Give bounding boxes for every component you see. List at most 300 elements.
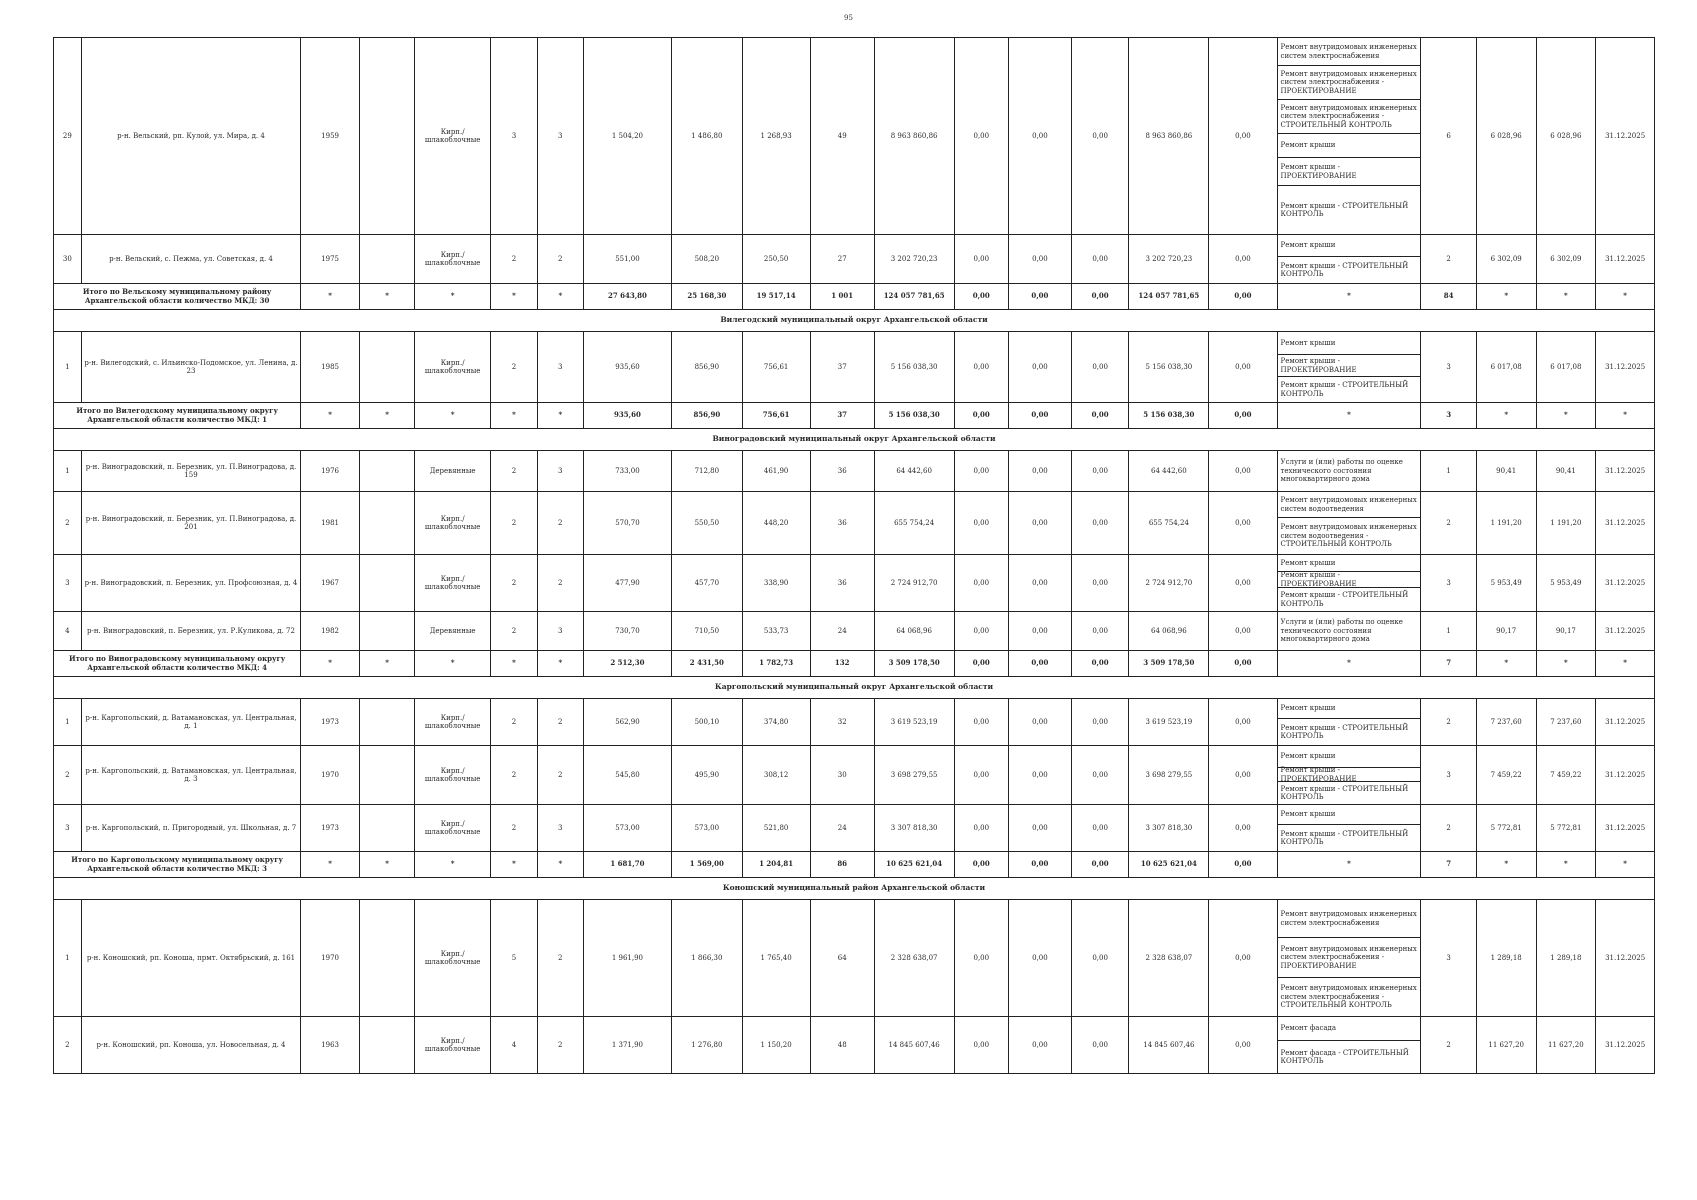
asterisk-cell: * xyxy=(301,403,360,429)
area-res: 521,80 xyxy=(742,805,810,852)
c12: 0,00 xyxy=(1008,1017,1071,1074)
building-row xyxy=(54,900,1655,1017)
building-address: р-н. Виноградовский, п. Березник, ул. П.Виноградова, д. 159 xyxy=(81,451,301,492)
renovation-year xyxy=(359,612,414,651)
completion-date: 31.12.2025 xyxy=(1596,805,1655,852)
floor-count: 2 xyxy=(490,805,537,852)
area-living: 710,50 xyxy=(672,612,742,651)
floor-count: 3 xyxy=(490,38,537,235)
completion-date: 31.12.2025 xyxy=(1596,332,1655,403)
cost-total: 655 754,24 xyxy=(874,492,954,555)
c13: 0,00 xyxy=(1071,612,1129,651)
subtotal-c12: 0,00 xyxy=(1008,852,1071,878)
c11: 0,00 xyxy=(954,332,1008,403)
wall-material: Кирп./ шлакоблочные xyxy=(415,332,491,403)
subtotal-area-total: 2 512,30 xyxy=(583,651,671,677)
area-total: 1 371,90 xyxy=(583,1017,671,1074)
area-total: 1 504,20 xyxy=(583,38,671,235)
cost-total: 14 845 607,46 xyxy=(874,1017,954,1074)
building-address: р-н. Коношский, рп. Коноша, ул. Новосельная, д. 4 xyxy=(81,1017,301,1074)
row-number: 30 xyxy=(54,235,82,284)
area-total: 935,60 xyxy=(583,332,671,403)
work-count: 6 xyxy=(1421,38,1476,235)
c14: 3 698 279,55 xyxy=(1129,746,1209,805)
entrance-count: 2 xyxy=(537,555,583,612)
subtotal-residents: 37 xyxy=(810,403,874,429)
unit-cost: 1 289,18 xyxy=(1476,900,1536,1017)
residents: 36 xyxy=(810,555,874,612)
area-living: 508,20 xyxy=(672,235,742,284)
area-living: 1 486,80 xyxy=(672,38,742,235)
repair-work-item: Ремонт крыши - СТРОИТЕЛЬНЫЙ КОНТРОЛЬ xyxy=(1280,381,1409,398)
max-unit-cost: 11 627,20 xyxy=(1536,1017,1596,1074)
row-number: 1 xyxy=(54,332,82,403)
c12: 0,00 xyxy=(1008,332,1071,403)
c15: 0,00 xyxy=(1209,555,1277,612)
asterisk-cell: * xyxy=(1277,284,1421,310)
c15: 0,00 xyxy=(1209,746,1277,805)
asterisk-cell: * xyxy=(537,852,583,878)
commission-year: 1970 xyxy=(301,900,360,1017)
cost-total: 64 068,96 xyxy=(874,612,954,651)
area-total: 733,00 xyxy=(583,451,671,492)
renovation-year xyxy=(359,38,414,235)
c14: 3 202 720,23 xyxy=(1129,235,1209,284)
c15: 0,00 xyxy=(1209,451,1277,492)
entrance-count: 3 xyxy=(537,612,583,651)
repair-work-item: Ремонт внутридомовых инженерных систем водоотведения - СТРОИТЕЛЬНЫЙ КОНТРОЛЬ xyxy=(1280,523,1417,549)
c14: 14 845 607,46 xyxy=(1129,1017,1209,1074)
subtotal-label: Итого по Вилегодскому муниципальному округу Архангельской области количество МКД: 1 xyxy=(54,403,301,429)
subtotal-residents: 132 xyxy=(810,651,874,677)
unit-cost: 90,17 xyxy=(1476,612,1536,651)
section-header-row xyxy=(54,310,1655,332)
asterisk-cell: * xyxy=(1536,284,1596,310)
subtotal-c11: 0,00 xyxy=(954,852,1008,878)
c11: 0,00 xyxy=(954,900,1008,1017)
repair-work-item: Ремонт внутридомовых инженерных систем электроснабжения xyxy=(1278,38,1421,66)
subtotal-row xyxy=(54,852,1655,878)
asterisk-cell: * xyxy=(1277,403,1421,429)
asterisk-cell: * xyxy=(359,651,414,677)
commission-year: 1975 xyxy=(301,235,360,284)
repair-works-cell xyxy=(1277,1017,1421,1074)
subtotal-c12: 0,00 xyxy=(1008,651,1071,677)
building-row xyxy=(54,699,1655,746)
c12: 0,00 xyxy=(1008,235,1071,284)
repair-works-cell xyxy=(1277,235,1421,284)
unit-cost: 11 627,20 xyxy=(1476,1017,1536,1074)
floor-count: 2 xyxy=(490,746,537,805)
subtotal-residents: 86 xyxy=(810,852,874,878)
repair-work-item: Ремонт фасада xyxy=(1278,1017,1421,1041)
completion-date: 31.12.2025 xyxy=(1596,746,1655,805)
c14: 3 619 523,19 xyxy=(1129,699,1209,746)
row-number: 3 xyxy=(54,555,82,612)
work-count: 2 xyxy=(1421,1017,1476,1074)
work-count: 2 xyxy=(1421,805,1476,852)
repair-works-cell xyxy=(1277,612,1421,651)
subtotal-area-total: 27 643,80 xyxy=(583,284,671,310)
building-row xyxy=(54,492,1655,555)
commission-year: 1967 xyxy=(301,555,360,612)
c15: 0,00 xyxy=(1209,805,1277,852)
completion-date: 31.12.2025 xyxy=(1596,555,1655,612)
subtotal-c15: 0,00 xyxy=(1209,852,1277,878)
floor-count: 2 xyxy=(490,612,537,651)
wall-material: Деревянные xyxy=(415,612,491,651)
floor-count: 2 xyxy=(490,332,537,403)
subtotal-c15: 0,00 xyxy=(1209,403,1277,429)
building-row xyxy=(54,555,1655,612)
section-title: Коношский муниципальный район Архангельской области xyxy=(54,878,1655,900)
c12: 0,00 xyxy=(1008,451,1071,492)
repair-work-item: Ремонт крыши xyxy=(1278,332,1421,355)
building-address: р-н. Коношский, рп. Коноша, прмт. Октябрьский, д. 161 xyxy=(81,900,301,1017)
c12: 0,00 xyxy=(1008,492,1071,555)
floor-count: 5 xyxy=(490,900,537,1017)
completion-date: 31.12.2025 xyxy=(1596,699,1655,746)
subtotal-area-living: 856,90 xyxy=(672,403,742,429)
cost-total: 2 724 912,70 xyxy=(874,555,954,612)
floor-count: 2 xyxy=(490,451,537,492)
subtotal-work-count: 84 xyxy=(1421,284,1476,310)
repair-works-cell xyxy=(1277,492,1421,555)
max-unit-cost: 6 028,96 xyxy=(1536,38,1596,235)
c15: 0,00 xyxy=(1209,492,1277,555)
area-res: 533,73 xyxy=(742,612,810,651)
repair-works-cell xyxy=(1277,699,1421,746)
section-header-row xyxy=(54,429,1655,451)
asterisk-cell: * xyxy=(1476,651,1536,677)
c11: 0,00 xyxy=(954,746,1008,805)
unit-cost: 6 302,09 xyxy=(1476,235,1536,284)
row-number: 1 xyxy=(54,699,82,746)
c15: 0,00 xyxy=(1209,699,1277,746)
building-address: р-н. Виноградовский, п. Березник, ул. Профсоюзная, д. 4 xyxy=(81,555,301,612)
c13: 0,00 xyxy=(1071,746,1129,805)
work-count: 1 xyxy=(1421,451,1476,492)
repair-work-item: Ремонт фасада - СТРОИТЕЛЬНЫЙ КОНТРОЛЬ xyxy=(1280,1048,1409,1065)
area-res: 338,90 xyxy=(742,555,810,612)
floor-count: 2 xyxy=(490,555,537,612)
subtotal-area-res: 1 782,73 xyxy=(742,651,810,677)
repair-works-cell xyxy=(1277,900,1421,1017)
repair-work-item: Ремонт внутридомовых инженерных систем электроснабжения - СТРОИТЕЛЬНЫЙ КОНТРОЛЬ xyxy=(1278,100,1421,134)
subtotal-work-count: 3 xyxy=(1421,403,1476,429)
area-res: 374,80 xyxy=(742,699,810,746)
c13: 0,00 xyxy=(1071,805,1129,852)
area-total: 573,00 xyxy=(583,805,671,852)
building-row xyxy=(54,235,1655,284)
asterisk-cell: * xyxy=(359,284,414,310)
repair-work-item: Ремонт крыши - ПРОЕКТИРОВАНИЕ xyxy=(1278,158,1421,186)
building-row xyxy=(54,332,1655,403)
building-row xyxy=(54,612,1655,651)
cost-total: 3 307 818,30 xyxy=(874,805,954,852)
housing-repair-register-table xyxy=(53,37,1655,1074)
subtotal-c11: 0,00 xyxy=(954,284,1008,310)
subtotal-c11: 0,00 xyxy=(954,651,1008,677)
c13: 0,00 xyxy=(1071,332,1129,403)
asterisk-cell: * xyxy=(415,403,491,429)
subtotal-c13: 0,00 xyxy=(1071,651,1129,677)
building-address: р-н. Каргопольский, д. Ватамановская, ул. Центральная, д. 3 xyxy=(81,746,301,805)
asterisk-cell: * xyxy=(1277,852,1421,878)
commission-year: 1976 xyxy=(301,451,360,492)
area-total: 562,90 xyxy=(583,699,671,746)
page-number: 95 xyxy=(844,14,853,22)
c14: 2 328 638,07 xyxy=(1129,900,1209,1017)
area-total: 730,70 xyxy=(583,612,671,651)
repair-work-item: Ремонт крыши - СТРОИТЕЛЬНЫЙ КОНТРОЛЬ xyxy=(1280,784,1409,801)
section-title: Виноградовский муниципальный округ Архангельской области xyxy=(54,429,1655,451)
area-living: 573,00 xyxy=(672,805,742,852)
completion-date: 31.12.2025 xyxy=(1596,235,1655,284)
wall-material: Кирп./ шлакоблочные xyxy=(415,492,491,555)
repair-works-cell xyxy=(1277,805,1421,852)
max-unit-cost: 7 459,22 xyxy=(1536,746,1596,805)
floor-count: 2 xyxy=(490,699,537,746)
subtotal-area-living: 25 168,30 xyxy=(672,284,742,310)
area-res: 756,61 xyxy=(742,332,810,403)
work-count: 2 xyxy=(1421,699,1476,746)
building-row xyxy=(54,38,1655,235)
repair-work-item: Услуги и (или) работы по оценке технического состояния многоквартирного дома xyxy=(1280,618,1403,644)
subtotal-area-res: 19 517,14 xyxy=(742,284,810,310)
renovation-year xyxy=(359,900,414,1017)
commission-year: 1982 xyxy=(301,612,360,651)
c12: 0,00 xyxy=(1008,612,1071,651)
asterisk-cell: * xyxy=(301,284,360,310)
entrance-count: 3 xyxy=(537,805,583,852)
wall-material: Кирп./ шлакоблочные xyxy=(415,38,491,235)
c11: 0,00 xyxy=(954,492,1008,555)
floor-count: 2 xyxy=(490,492,537,555)
asterisk-cell: * xyxy=(415,284,491,310)
area-res: 1 150,20 xyxy=(742,1017,810,1074)
subtotal-cost-total: 10 625 621,04 xyxy=(874,852,954,878)
entrance-count: 2 xyxy=(537,492,583,555)
repair-works-cell xyxy=(1277,332,1421,403)
asterisk-cell: * xyxy=(1476,403,1536,429)
area-living: 1 276,80 xyxy=(672,1017,742,1074)
subtotal-area-res: 756,61 xyxy=(742,403,810,429)
unit-cost: 7 237,60 xyxy=(1476,699,1536,746)
repair-work-item: Ремонт крыши xyxy=(1278,134,1421,158)
repair-work-item: Ремонт крыши xyxy=(1278,746,1421,768)
area-living: 712,80 xyxy=(672,451,742,492)
c14: 655 754,24 xyxy=(1129,492,1209,555)
repair-work-item: Ремонт крыши xyxy=(1278,555,1421,572)
asterisk-cell: * xyxy=(1476,284,1536,310)
c14: 3 307 818,30 xyxy=(1129,805,1209,852)
asterisk-cell: * xyxy=(490,403,537,429)
renovation-year xyxy=(359,451,414,492)
entrance-count: 2 xyxy=(537,900,583,1017)
asterisk-cell: * xyxy=(1596,284,1655,310)
section-header-row xyxy=(54,677,1655,699)
register-body xyxy=(54,38,1655,1074)
floor-count: 4 xyxy=(490,1017,537,1074)
repair-works-cell xyxy=(1277,746,1421,805)
c11: 0,00 xyxy=(954,451,1008,492)
area-living: 550,50 xyxy=(672,492,742,555)
asterisk-cell: * xyxy=(1536,403,1596,429)
asterisk-cell: * xyxy=(1536,651,1596,677)
building-row xyxy=(54,746,1655,805)
c11: 0,00 xyxy=(954,235,1008,284)
residents: 30 xyxy=(810,746,874,805)
asterisk-cell: * xyxy=(1596,651,1655,677)
area-res: 1 765,40 xyxy=(742,900,810,1017)
subtotal-c13: 0,00 xyxy=(1071,284,1129,310)
subtotal-area-living: 2 431,50 xyxy=(672,651,742,677)
asterisk-cell: * xyxy=(537,651,583,677)
c13: 0,00 xyxy=(1071,492,1129,555)
max-unit-cost: 5 953,49 xyxy=(1536,555,1596,612)
area-res: 461,90 xyxy=(742,451,810,492)
repair-work-item: Услуги и (или) работы по оценке технического состояния многоквартирного дома xyxy=(1280,458,1403,484)
wall-material: Кирп./ шлакоблочные xyxy=(415,805,491,852)
c13: 0,00 xyxy=(1071,38,1129,235)
work-count: 1 xyxy=(1421,612,1476,651)
renovation-year xyxy=(359,332,414,403)
area-living: 457,70 xyxy=(672,555,742,612)
renovation-year xyxy=(359,555,414,612)
subtotal-c14: 5 156 038,30 xyxy=(1129,403,1209,429)
subtotal-c13: 0,00 xyxy=(1071,403,1129,429)
repair-work-item: Ремонт внутридомовых инженерных систем водоотведения xyxy=(1278,492,1421,518)
building-address: р-н. Вилегодский, с. Ильинско-Подомское, ул. Ленина, д. 23 xyxy=(81,332,301,403)
subtotal-label: Итого по Каргопольскому муниципальному округу Архангельской области количество МКД: 3 xyxy=(54,852,301,878)
subtotal-label: Итого по Виноградовскому муниципальному округу Архангельской области количество МКД: 4 xyxy=(54,651,301,677)
repair-work-item: Ремонт крыши - ПРОЕКТИРОВАНИЕ xyxy=(1278,768,1421,782)
area-res: 448,20 xyxy=(742,492,810,555)
renovation-year xyxy=(359,492,414,555)
renovation-year xyxy=(359,1017,414,1074)
row-number: 1 xyxy=(54,900,82,1017)
wall-material: Кирп./ шлакоблочные xyxy=(415,1017,491,1074)
c13: 0,00 xyxy=(1071,235,1129,284)
entrance-count: 2 xyxy=(537,746,583,805)
c12: 0,00 xyxy=(1008,699,1071,746)
subtotal-c14: 10 625 621,04 xyxy=(1129,852,1209,878)
residents: 36 xyxy=(810,492,874,555)
subtotal-work-count: 7 xyxy=(1421,651,1476,677)
renovation-year xyxy=(359,805,414,852)
area-res: 308,12 xyxy=(742,746,810,805)
commission-year: 1973 xyxy=(301,699,360,746)
work-count: 3 xyxy=(1421,555,1476,612)
subtotal-work-count: 7 xyxy=(1421,852,1476,878)
cost-total: 3 619 523,19 xyxy=(874,699,954,746)
work-count: 3 xyxy=(1421,746,1476,805)
max-unit-cost: 90,17 xyxy=(1536,612,1596,651)
repair-work-item: Ремонт крыши - СТРОИТЕЛЬНЫЙ КОНТРОЛЬ xyxy=(1280,201,1409,218)
c12: 0,00 xyxy=(1008,38,1071,235)
area-living: 495,90 xyxy=(672,746,742,805)
c11: 0,00 xyxy=(954,38,1008,235)
subtotal-c12: 0,00 xyxy=(1008,284,1071,310)
c11: 0,00 xyxy=(954,805,1008,852)
subtotal-area-living: 1 569,00 xyxy=(672,852,742,878)
asterisk-cell: * xyxy=(490,852,537,878)
work-count: 2 xyxy=(1421,492,1476,555)
residents: 32 xyxy=(810,699,874,746)
asterisk-cell: * xyxy=(537,284,583,310)
row-number: 3 xyxy=(54,805,82,852)
c15: 0,00 xyxy=(1209,332,1277,403)
c13: 0,00 xyxy=(1071,900,1129,1017)
residents: 27 xyxy=(810,235,874,284)
repair-work-item: Ремонт внутридомовых инженерных систем электроснабжения - ПРОЕКТИРОВАНИЕ xyxy=(1278,938,1421,978)
c12: 0,00 xyxy=(1008,805,1071,852)
commission-year: 1981 xyxy=(301,492,360,555)
asterisk-cell: * xyxy=(490,284,537,310)
entrance-count: 3 xyxy=(537,451,583,492)
commission-year: 1970 xyxy=(301,746,360,805)
commission-year: 1985 xyxy=(301,332,360,403)
repair-works-cell xyxy=(1277,555,1421,612)
asterisk-cell: * xyxy=(1596,403,1655,429)
row-number: 2 xyxy=(54,1017,82,1074)
max-unit-cost: 6 302,09 xyxy=(1536,235,1596,284)
building-row xyxy=(54,805,1655,852)
subtotal-area-total: 935,60 xyxy=(583,403,671,429)
c14: 2 724 912,70 xyxy=(1129,555,1209,612)
asterisk-cell: * xyxy=(1476,852,1536,878)
row-number: 2 xyxy=(54,492,82,555)
subtotal-row xyxy=(54,403,1655,429)
repair-works-cell xyxy=(1277,38,1421,235)
completion-date: 31.12.2025 xyxy=(1596,451,1655,492)
subtotal-c12: 0,00 xyxy=(1008,403,1071,429)
section-header-row xyxy=(54,878,1655,900)
subtotal-row xyxy=(54,651,1655,677)
area-living: 856,90 xyxy=(672,332,742,403)
subtotal-cost-total: 124 057 781,65 xyxy=(874,284,954,310)
asterisk-cell: * xyxy=(301,852,360,878)
repair-work-item: Ремонт крыши - СТРОИТЕЛЬНЫЙ КОНТРОЛЬ xyxy=(1280,261,1409,278)
subtotal-row xyxy=(54,284,1655,310)
c11: 0,00 xyxy=(954,1017,1008,1074)
repair-works-cell xyxy=(1277,451,1421,492)
cost-total: 3 202 720,23 xyxy=(874,235,954,284)
unit-cost: 1 191,20 xyxy=(1476,492,1536,555)
residents: 24 xyxy=(810,612,874,651)
asterisk-cell: * xyxy=(1277,651,1421,677)
section-title: Каргопольский муниципальный округ Архангельской области xyxy=(54,677,1655,699)
max-unit-cost: 90,41 xyxy=(1536,451,1596,492)
cost-total: 8 963 860,86 xyxy=(874,38,954,235)
entrance-count: 2 xyxy=(537,699,583,746)
c12: 0,00 xyxy=(1008,746,1071,805)
residents: 24 xyxy=(810,805,874,852)
asterisk-cell: * xyxy=(415,852,491,878)
residents: 64 xyxy=(810,900,874,1017)
unit-cost: 7 459,22 xyxy=(1476,746,1536,805)
row-number: 1 xyxy=(54,451,82,492)
subtotal-c14: 3 509 178,50 xyxy=(1129,651,1209,677)
unit-cost: 6 017,08 xyxy=(1476,332,1536,403)
work-count: 3 xyxy=(1421,900,1476,1017)
area-total: 551,00 xyxy=(583,235,671,284)
entrance-count: 3 xyxy=(537,38,583,235)
c15: 0,00 xyxy=(1209,38,1277,235)
subtotal-area-total: 1 681,70 xyxy=(583,852,671,878)
cost-total: 5 156 038,30 xyxy=(874,332,954,403)
